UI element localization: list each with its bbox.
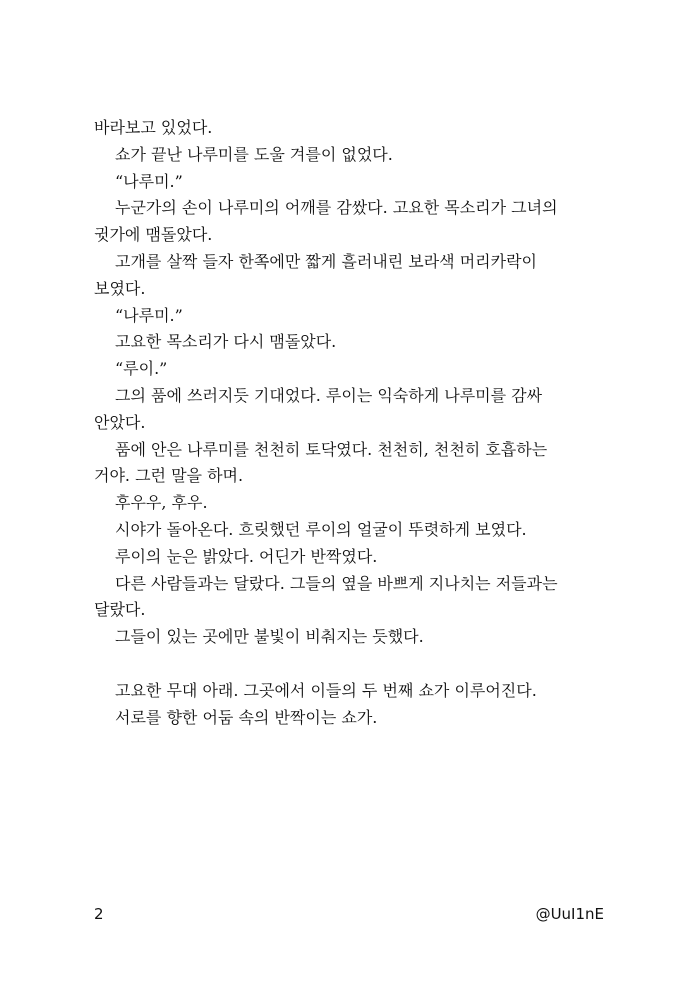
text-line: 고요한 목소리가 다시 맴돌았다. [115,332,337,352]
blank-line [94,651,594,678]
author-handle: @UuI1nE [535,905,604,923]
text-line: “루이.” [115,359,168,379]
text-line: 달랐다. [94,600,146,620]
text-line: 고요한 무대 아래. 그곳에서 이들의 두 번째 쇼가 이루어진다. [115,680,537,700]
text-line: 후우우, 후우. [115,493,208,513]
text-line: 쇼가 끝난 나루미를 도울 겨를이 없었다. [115,144,393,164]
page-number: 2 [94,905,104,923]
text-line: 누군가의 손이 나루미의 어깨를 감쌌다. 고요한 목소리가 그녀의 [115,198,558,218]
text-line: 서로를 향한 어둠 속의 반짝이는 쇼가. [115,707,378,727]
text-line: 귓가에 맴돌았다. [94,225,213,245]
text-line: 루이의 눈은 밝았다. 어딘가 반짝였다. [115,546,378,566]
text-line: 다른 사람들과는 달랐다. 그들의 옆을 바쁘게 지나치는 저들과는 [115,573,558,593]
story-text [94,115,594,731]
text-line: 시야가 돌아온다. 흐릿했던 루이의 얼굴이 뚜렷하게 보였다. [115,519,527,539]
text-line: 바라보고 있었다. [94,118,213,137]
text-line: 보였다. [94,278,146,298]
text-line: 품에 안은 나루미를 천천히 토닥였다. 천천히, 천천히 호흡하는 [115,439,548,459]
text-line: “나루미.” [115,171,183,191]
text-line: 그들이 있는 곳에만 불빛이 비춰지는 듯했다. [115,627,424,647]
text-line: 그의 품에 쓰러지듯 기대었다. 루이는 익숙하게 나루미를 감싸 [115,385,543,405]
text-line: “나루미.” [115,305,183,325]
text-line: 안았다. [94,412,146,432]
text-line: 고개를 살짝 들자 한쪽에만 짧게 흘러내린 보라색 머리카락이 [115,251,538,271]
text-line: 거야. 그런 말을 하며. [94,466,244,486]
